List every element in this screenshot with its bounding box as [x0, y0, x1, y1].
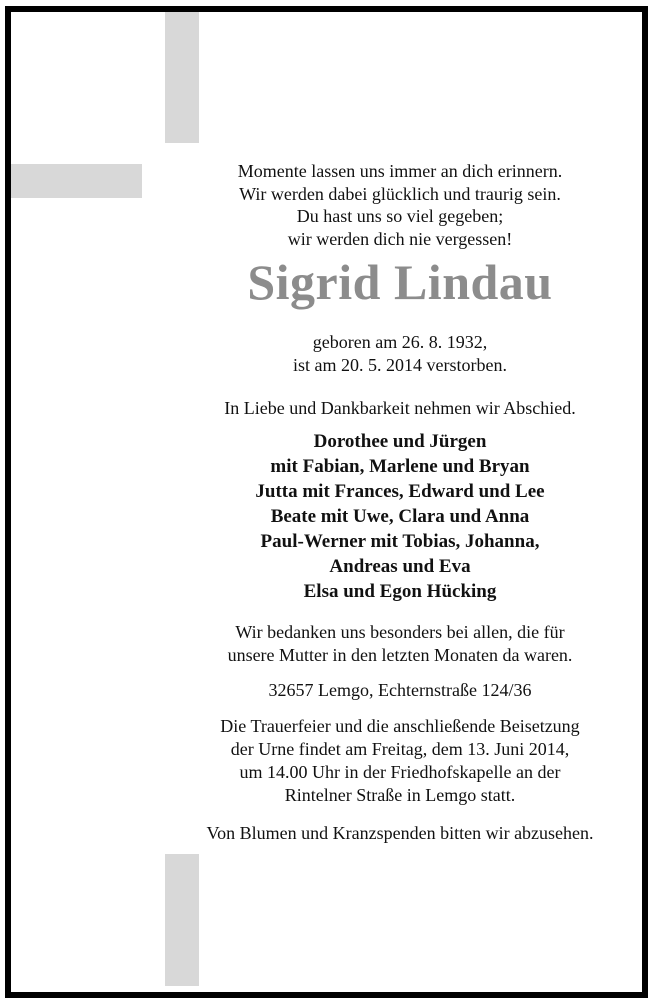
memorial-poem — [150, 160, 650, 250]
flowers-note: Von Blumen und Kranzspenden bitten wir abzusehen. — [206, 823, 594, 843]
mourner-line: Dorothee und Jürgen — [313, 431, 487, 452]
mourner-line: Jutta mit Frances, Edward und Lee — [255, 481, 545, 502]
mourner-line: Beate mit Uwe, Clara und Anna — [270, 506, 530, 527]
farewell-line: In Liebe und Dankbarkeit nehmen wir Abschied. — [224, 398, 576, 418]
address: 32657 Lemgo, Echternstraße 124/36 — [268, 680, 532, 700]
thanks-note — [150, 621, 650, 667]
birth-date-line: geboren am 26. 8. 1932, — [312, 332, 488, 352]
ceremony-line: Die Trauerfeier und die anschließende Beisetzung — [220, 716, 580, 736]
mourner-line: Paul-Werner mit Tobias, Johanna, — [260, 531, 540, 552]
poem-line: Momente lassen uns immer an dich erinnern. — [237, 161, 563, 181]
cross-crossbar — [11, 164, 142, 198]
ceremony-line: um 14.00 Uhr in der Friedhofskapelle an der — [239, 762, 561, 782]
thanks-line: unsere Mutter in den letzten Monaten da waren. — [227, 645, 573, 665]
death-date-line: ist am 20. 5. 2014 verstorben. — [293, 355, 507, 375]
mourners-list — [150, 429, 650, 604]
ceremony-line: Rintelner Straße in Lemgo statt. — [284, 785, 516, 805]
poem-line: Wir werden dabei glücklich und traurig sein. — [239, 183, 561, 204]
cross-bottom-beam — [165, 854, 199, 986]
ceremony-details — [150, 715, 650, 807]
thanks-line: Wir bedanken uns besonders bei allen, die für — [235, 622, 565, 642]
life-dates — [150, 331, 650, 377]
ceremony-line: der Urne findet am Freitag, dem 13. Juni 2014, — [230, 739, 570, 759]
deceased-name: Sigrid Lindau — [247, 254, 553, 310]
cross-top-beam — [165, 12, 199, 143]
poem-line: Du hast uns so viel gegeben; — [296, 206, 504, 226]
mourner-line: Elsa und Egon Hücking — [303, 581, 497, 602]
poem-line: wir werden dich nie vergessen! — [287, 228, 513, 249]
mourner-line: mit Fabian, Marlene und Bryan — [270, 456, 530, 477]
mourner-line: Andreas und Eva — [329, 556, 471, 577]
